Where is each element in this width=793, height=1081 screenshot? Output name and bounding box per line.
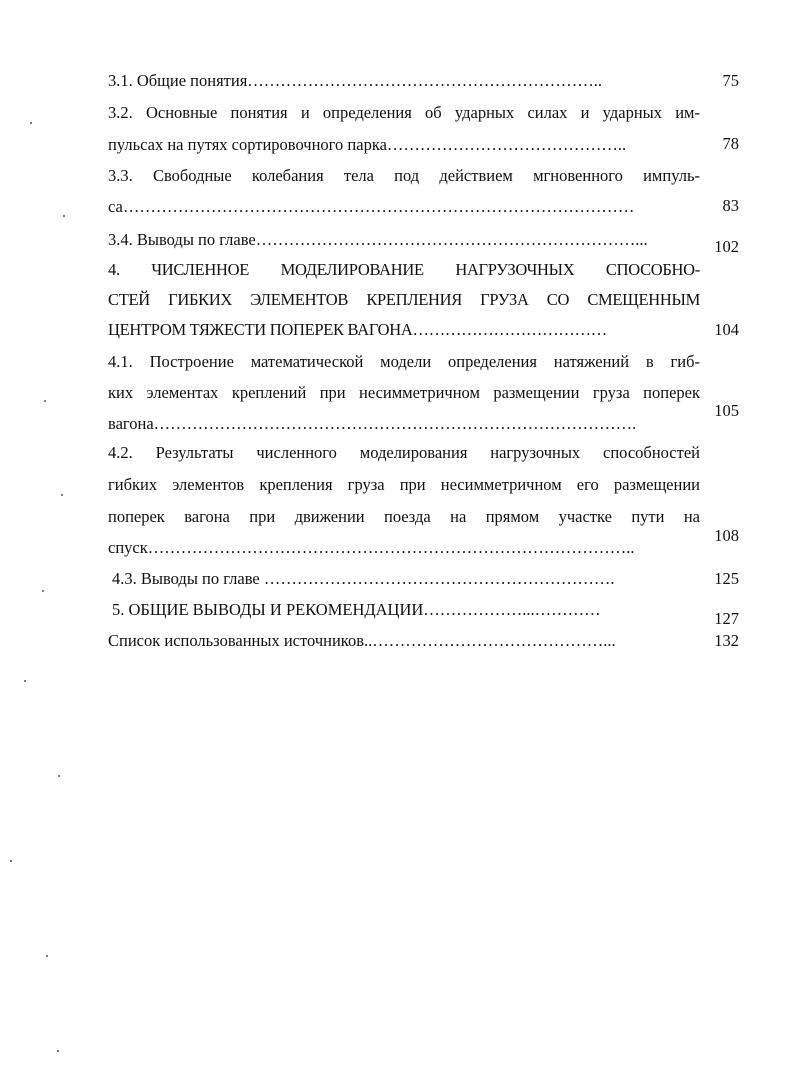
toc-entry-3-2-cont: пульсах на путях сортировочного парка…………………………………….. xyxy=(108,135,627,154)
scan-speck xyxy=(30,122,32,124)
scan-speck xyxy=(42,590,44,592)
toc-entry-4-1-cont: ких элементах креплений при несимметричном размещении груза поперек xyxy=(108,383,700,402)
scan-speck xyxy=(46,955,48,957)
toc-page-references: 132 xyxy=(714,631,739,650)
toc-page-3-4: 102 xyxy=(714,237,739,256)
scan-speck xyxy=(10,860,12,862)
scan-speck xyxy=(61,494,63,496)
toc-page-4-3: 125 xyxy=(714,569,739,588)
toc-entry-4-1: 4.1. Построение математической модели определения натяжений в гиб- xyxy=(108,352,700,371)
toc-entry-3-2: 3.2. Основные понятия и определения об ударных силах и ударных им- xyxy=(108,103,700,122)
toc-entry-3-4: 3.4. Выводы по главе……………………………………………………………... xyxy=(108,230,648,249)
toc-entry-4-2-cont: гибких элементов крепления груза при несимметричном его размещении xyxy=(108,475,700,494)
toc-page-3-2: 78 xyxy=(722,134,739,153)
toc-references: Список использованных источников..……………………………………... xyxy=(108,631,616,650)
toc-entry-4-2: 4.2. Результаты численного моделирования нагрузочных способностей xyxy=(108,443,700,462)
toc-page-4: 104 xyxy=(714,320,739,339)
toc-chapter-4-cont: СТЕЙ ГИБКИХ ЭЛЕМЕНТОВ КРЕПЛЕНИЯ ГРУЗА СО СМЕЩЕННЫМ xyxy=(108,290,700,309)
toc-page-4-1: 105 xyxy=(714,401,739,420)
scan-speck xyxy=(44,400,46,402)
toc-entry-4-3: 4.3. Выводы по главе ………………………………………………………. xyxy=(112,569,615,588)
toc-page-3-3: 83 xyxy=(722,196,739,215)
toc-page-5: 127 xyxy=(714,609,739,628)
toc-entry-4-2-cont3: спуск…………………………………………………………………………….. xyxy=(108,538,635,557)
toc-entry-4-1-cont2: вагона……………………………………………………………………………. xyxy=(108,414,637,433)
toc-page-4-2: 108 xyxy=(714,526,739,545)
scan-speck xyxy=(57,1050,59,1052)
toc-entry-3-3-cont: са………………………………………………………………………………… xyxy=(108,197,635,216)
toc-entry-4-2-cont2: поперек вагона при движении поезда на прямом участке пути на xyxy=(108,507,700,526)
toc-chapter-5: 5. ОБЩИЕ ВЫВОДЫ И РЕКОМЕНДАЦИИ………………...………… xyxy=(112,600,601,619)
toc-chapter-4-cont2: ЦЕНТРОМ ТЯЖЕСТИ ПОПЕРЕК ВАГОНА……………………………… xyxy=(108,320,607,339)
toc-chapter-4: 4. ЧИСЛЕННОЕ МОДЕЛИРОВАНИЕ НАГРУЗОЧНЫХ СПОСОБНО- xyxy=(108,260,700,279)
scan-speck xyxy=(24,680,26,682)
toc-page-3-1: 75 xyxy=(722,71,739,90)
scan-speck xyxy=(63,215,65,217)
toc-entry-3-3: 3.3. Свободные колебания тела под действием мгновенного импуль- xyxy=(108,166,700,185)
toc-entry-3-1: 3.1. Общие понятия……………………………………………………….. xyxy=(108,71,603,90)
scan-speck xyxy=(58,775,60,777)
